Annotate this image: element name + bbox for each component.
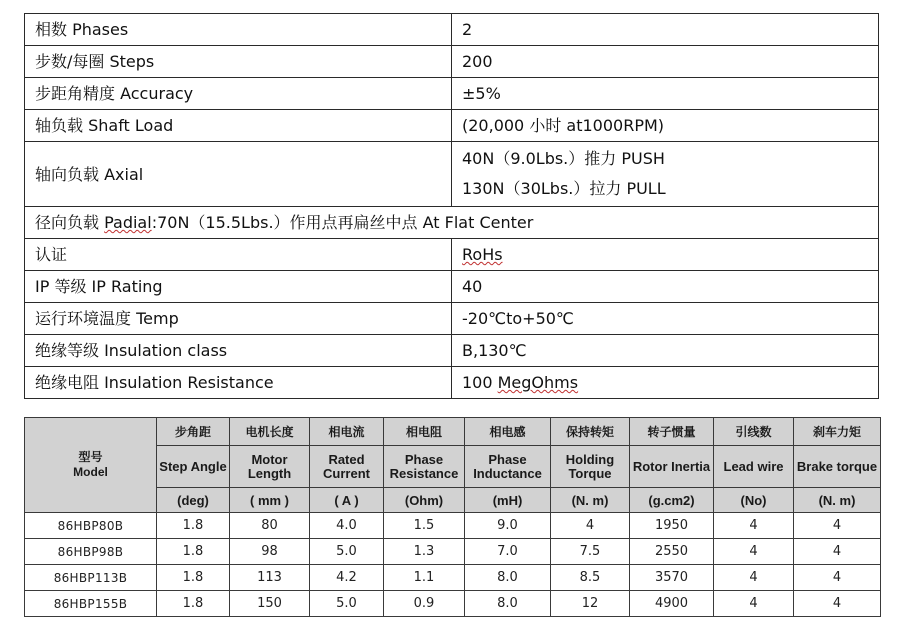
table-cell: 3570 — [630, 565, 714, 591]
col-header-cn: 保持转矩 — [551, 418, 630, 446]
spec-row-shaft-load — [25, 110, 879, 142]
radial-prefix: 径向负载 — [35, 213, 105, 232]
spec-label: 绝缘等级 Insulation class — [25, 335, 452, 367]
spec-value: 2 — [452, 14, 879, 46]
table-cell: 7.5 — [551, 539, 630, 565]
model-cell: 86HBP80B — [25, 513, 157, 539]
ins-res-num: 100 — [462, 373, 498, 392]
table-cell: 4 — [714, 565, 794, 591]
spec-value: (20,000 小时 at1000RPM) — [452, 110, 879, 142]
col-header-en: Brake torque — [794, 446, 881, 488]
table-cell: 1.8 — [157, 539, 230, 565]
spec-row-radial — [25, 207, 879, 239]
spec-label: 运行环境温度 Temp — [25, 303, 452, 335]
col-header-en: Rated Current — [310, 446, 384, 488]
spec-row-ip — [25, 271, 879, 303]
col-header-unit: (mH) — [465, 488, 551, 513]
spec-label: 轴负载 Shaft Load — [25, 110, 452, 142]
col-header-cn: 相电流 — [310, 418, 384, 446]
spec-value-axial — [452, 142, 879, 207]
table-cell: 4 — [794, 539, 881, 565]
table-cell: 1.8 — [157, 513, 230, 539]
col-header-cn: 电机长度 — [230, 418, 310, 446]
table-cell: 0.9 — [384, 591, 465, 617]
col-header-en: Rotor Inertia — [630, 446, 714, 488]
table-cell: 2550 — [630, 539, 714, 565]
model-table — [24, 417, 881, 617]
spec-label: IP 等级 IP Rating — [25, 271, 452, 303]
spec-value: ±5% — [452, 78, 879, 110]
table-cell: 4 — [714, 591, 794, 617]
table-row — [25, 513, 881, 539]
table-cell: 1.8 — [157, 591, 230, 617]
col-header-cn: 相电阻 — [384, 418, 465, 446]
col-header-unit: (g.cm2) — [630, 488, 714, 513]
table-cell: 4 — [714, 539, 794, 565]
col-header-cn: 相电感 — [465, 418, 551, 446]
spec-label: 绝缘电阻 Insulation Resistance — [25, 367, 452, 399]
table-cell: 4 — [714, 513, 794, 539]
col-header-unit: (N. m) — [551, 488, 630, 513]
spec-table — [24, 13, 879, 399]
col-header-unit: (N. m) — [794, 488, 881, 513]
table-cell: 8.5 — [551, 565, 630, 591]
spec-row-ins-class — [25, 335, 879, 367]
table-cell: 4 — [794, 565, 881, 591]
spec-value — [452, 367, 879, 399]
table-cell: 113 — [230, 565, 310, 591]
model-cell: 86HBP98B — [25, 539, 157, 565]
spec-value — [452, 239, 879, 271]
spec-label: 认证 — [25, 239, 452, 271]
table-cell: 5.0 — [310, 591, 384, 617]
table-cell: 98 — [230, 539, 310, 565]
spec-value: -20℃to+50℃ — [452, 303, 879, 335]
table-cell: 7.0 — [465, 539, 551, 565]
col-header-en: Phase Inductance — [465, 446, 551, 488]
table-cell: 5.0 — [310, 539, 384, 565]
col-header-cn: 引线数 — [714, 418, 794, 446]
radial-rest: :70N（15.5Lbs.）作用点再扁丝中点 At Flat Center — [151, 213, 534, 232]
col-header-cn: 步角距 — [157, 418, 230, 446]
table-cell: 150 — [230, 591, 310, 617]
axial-push: 40N（9.0Lbs.）推力 PUSH — [462, 149, 665, 168]
table-cell: 4 — [794, 591, 881, 617]
spec-value: B,130℃ — [452, 335, 879, 367]
table-row — [25, 565, 881, 591]
col-header-unit: (deg) — [157, 488, 230, 513]
col-header-en: Step Angle — [157, 446, 230, 488]
model-header — [25, 418, 157, 513]
header-row-cn — [25, 418, 881, 446]
ins-res-unit: MegOhms — [497, 373, 579, 392]
spec-row-steps — [25, 46, 879, 78]
table-cell: 9.0 — [465, 513, 551, 539]
spec-row-accuracy — [25, 78, 879, 110]
table-cell: 4.2 — [310, 565, 384, 591]
cert-value: RoHs — [462, 245, 503, 264]
model-header-cn: 型号 — [78, 450, 103, 464]
table-cell: 8.0 — [465, 591, 551, 617]
spec-value: 40 — [452, 271, 879, 303]
table-cell: 1.1 — [384, 565, 465, 591]
col-header-en: Holding Torque — [551, 446, 630, 488]
table-row — [25, 539, 881, 565]
col-header-en: Lead wire — [714, 446, 794, 488]
col-header-unit: (Ohm) — [384, 488, 465, 513]
table-cell: 1950 — [630, 513, 714, 539]
col-header-unit: (No) — [714, 488, 794, 513]
table-cell: 12 — [551, 591, 630, 617]
table-row — [25, 591, 881, 617]
col-header-en: Motor Length — [230, 446, 310, 488]
table-cell: 4 — [551, 513, 630, 539]
col-header-cn: 转子惯量 — [630, 418, 714, 446]
model-header-en: Model — [73, 465, 108, 479]
spec-label: 步距角精度 Accuracy — [25, 78, 452, 110]
axial-pull: 130N（30Lbs.）拉力 PULL — [462, 179, 666, 198]
col-header-en: Phase Resistance — [384, 446, 465, 488]
spec-radial — [25, 207, 879, 239]
spec-row-temp — [25, 303, 879, 335]
spec-value: 200 — [452, 46, 879, 78]
spec-label: 轴向负载 Axial — [25, 142, 452, 207]
table-cell: 8.0 — [465, 565, 551, 591]
spec-row-ins-res — [25, 367, 879, 399]
spec-row-phases — [25, 14, 879, 46]
col-header-unit: ( A ) — [310, 488, 384, 513]
table-cell: 4.0 — [310, 513, 384, 539]
col-header-cn: 刹车力矩 — [794, 418, 881, 446]
table-cell: 1.5 — [384, 513, 465, 539]
table-cell: 4900 — [630, 591, 714, 617]
spec-row-axial — [25, 142, 879, 207]
table-cell: 4 — [794, 513, 881, 539]
spec-label: 相数 Phases — [25, 14, 452, 46]
col-header-unit: ( mm ) — [230, 488, 310, 513]
model-cell: 86HBP155B — [25, 591, 157, 617]
table-cell: 80 — [230, 513, 310, 539]
spec-row-cert — [25, 239, 879, 271]
model-cell: 86HBP113B — [25, 565, 157, 591]
table-cell: 1.3 — [384, 539, 465, 565]
table-cell: 1.8 — [157, 565, 230, 591]
spec-label: 步数/每圈 Steps — [25, 46, 452, 78]
radial-word: Padial — [104, 213, 152, 232]
